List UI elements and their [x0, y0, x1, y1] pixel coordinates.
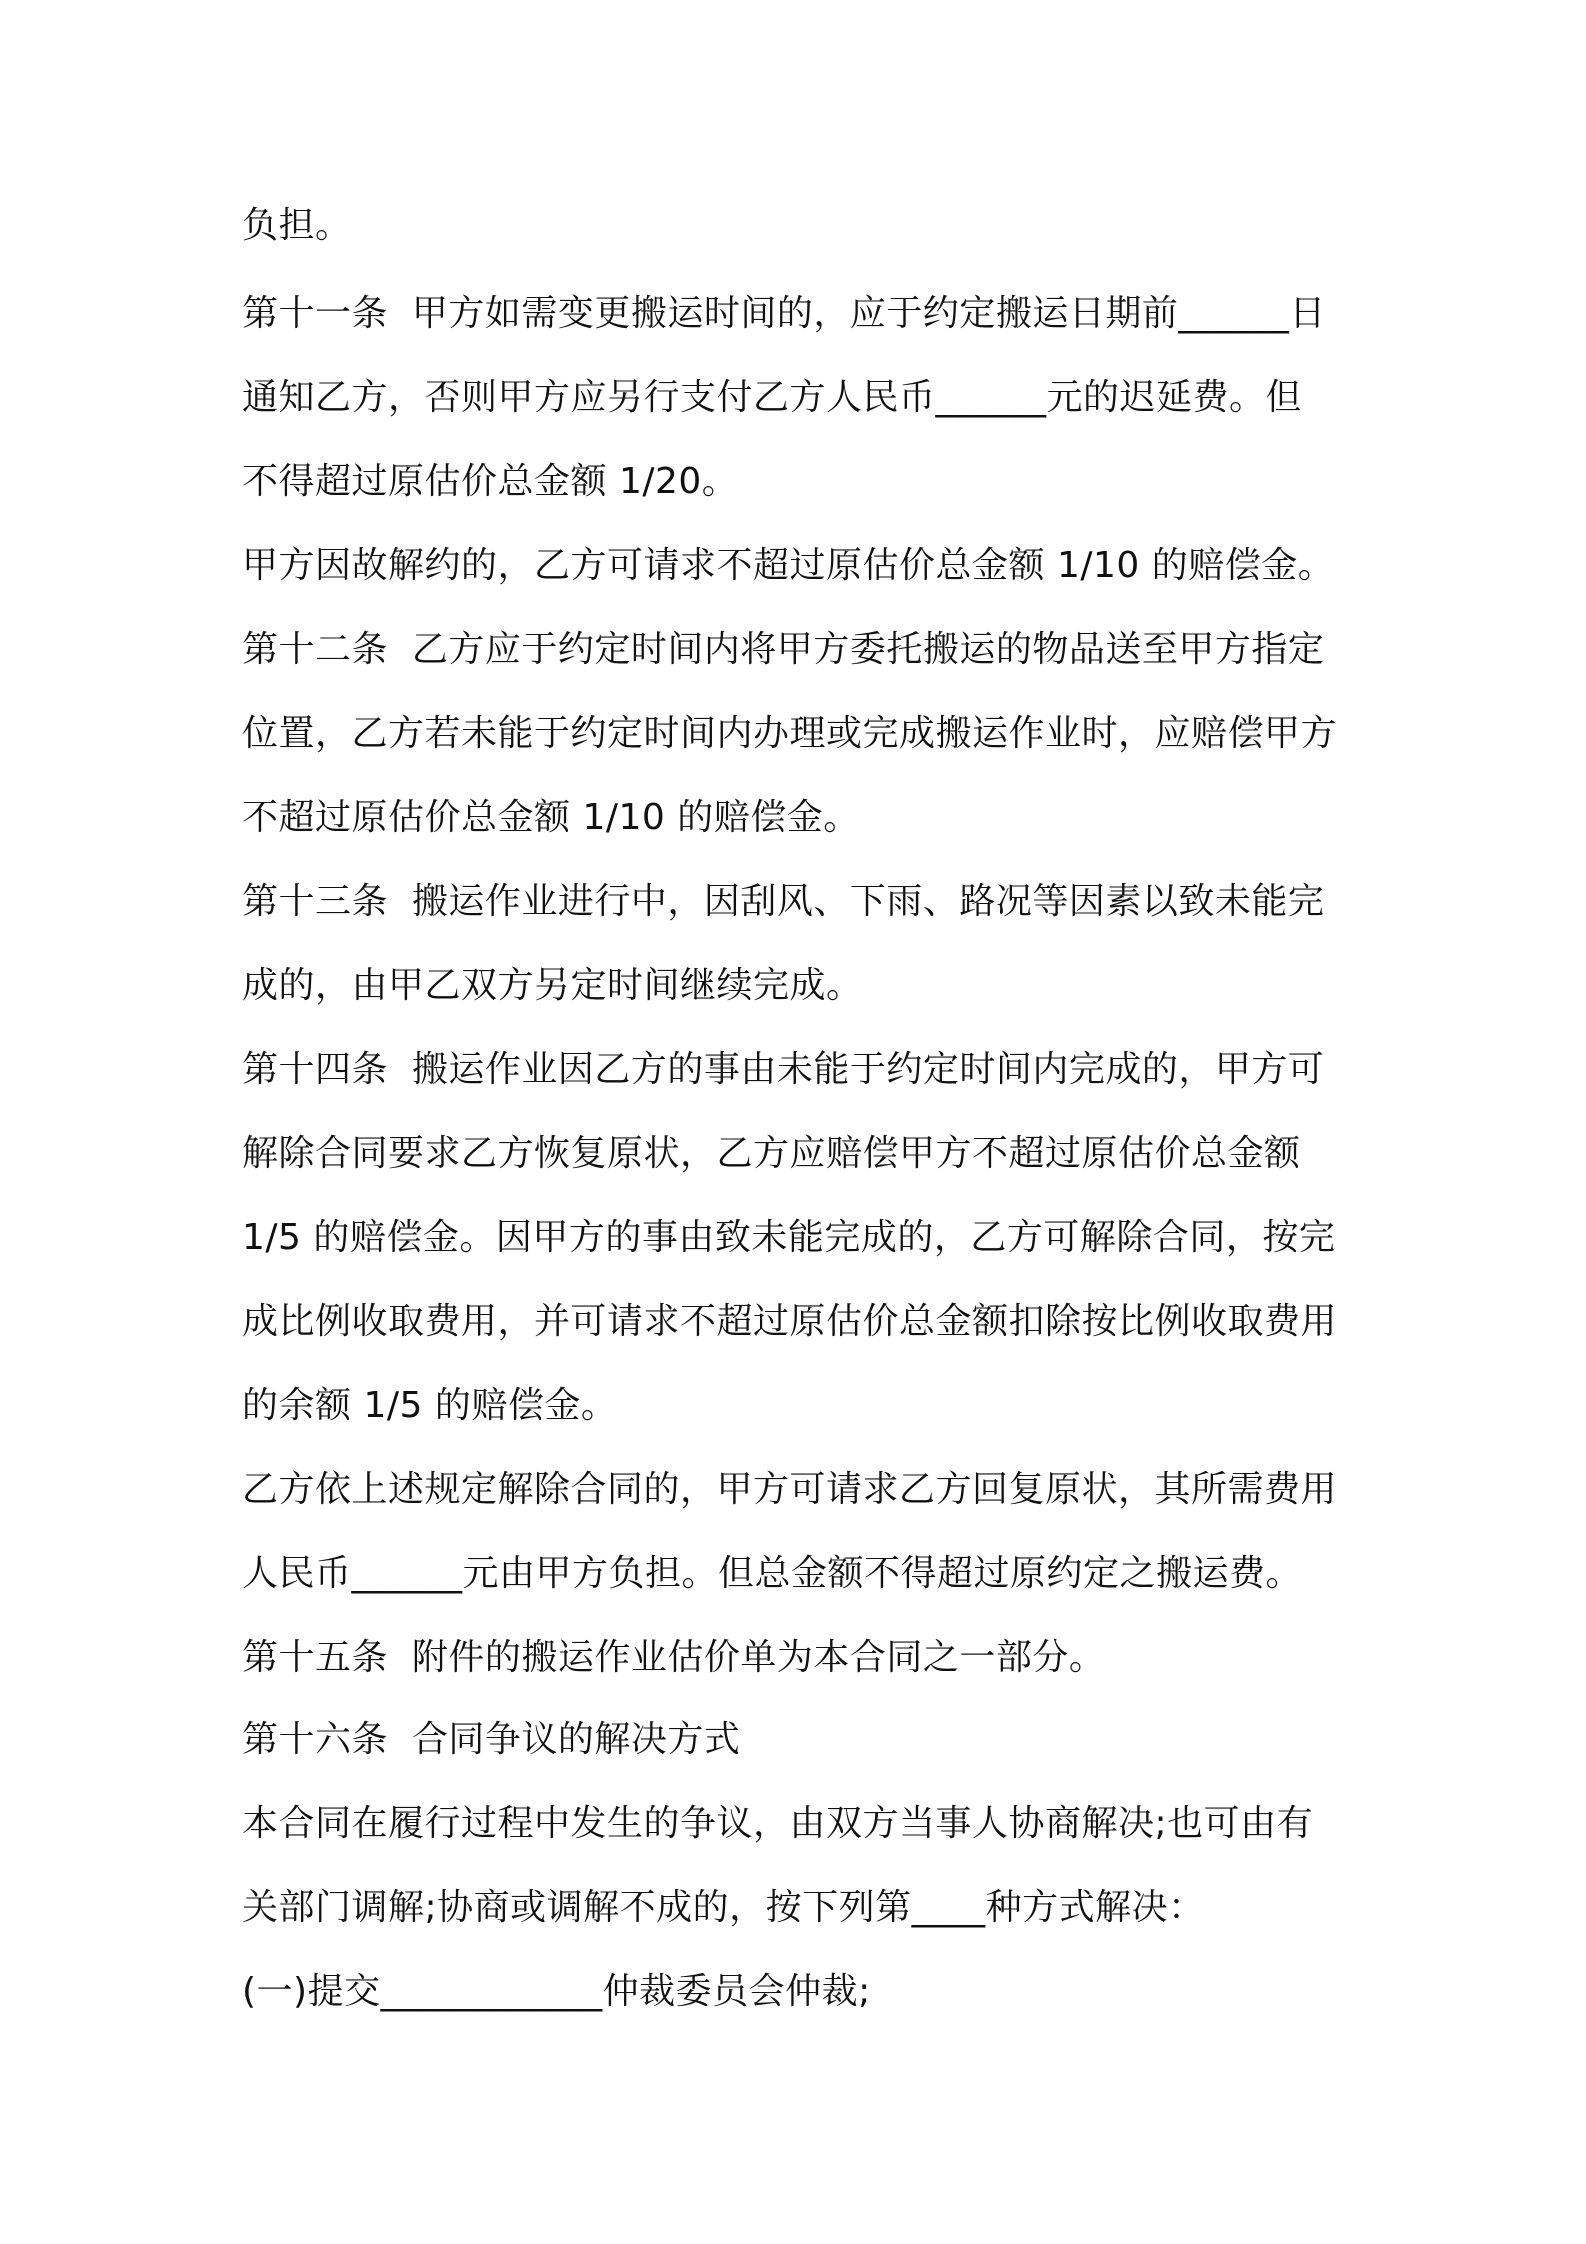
text-line: 的余额 1/5 的赔偿金。: [242, 1385, 618, 1426]
text-line: 通知乙方，否则甲方应另行支付乙方人民币______元的迟延费。但: [242, 377, 1303, 418]
text-line: 第十二条 乙方应于约定时间内将甲方委托搬运的物品送至甲方指定: [242, 629, 1325, 670]
text-line: 不超过原估价总金额 1/10 的赔偿金。: [242, 797, 860, 838]
text-line: 不得超过原估价总金额 1/20。: [242, 461, 739, 502]
text-line: 甲方因故解约的，乙方可请求不超过原估价总金额 1/10 的赔偿金。: [242, 545, 1335, 586]
text-line: 乙方依上述规定解除合同的，甲方可请求乙方回复原状，其所需费用: [242, 1469, 1338, 1510]
text-line: 成的，由甲乙双方另定时间继续完成。: [242, 965, 863, 1006]
text-line: 位置，乙方若未能于约定时间内办理或完成搬运作业时，应赔偿甲方: [242, 713, 1338, 754]
text-line: 成比例收取费用，并可请求不超过原估价总金额扣除按比例收取费用: [242, 1301, 1338, 1342]
text-line: 第十三条 搬运作业进行中，因刮风、下雨、路况等因素以致未能完: [242, 881, 1325, 922]
text-line: 第十五条 附件的搬运作业估价单为本合同之一部分。: [242, 1637, 1106, 1678]
text-line: 第十一条 甲方如需变更搬运时间的，应于约定搬运日期前______日: [242, 293, 1326, 334]
text-line: (一)提交____________仲裁委员会仲裁;: [242, 1971, 871, 2012]
text-line: 关部门调解;协商或调解不成的，按下列第____种方式解决：: [242, 1887, 1205, 1928]
text-line: 负担。: [242, 205, 352, 246]
text-line: 人民币______元由甲方负担。但总金额不得超过原约定之搬运费。: [242, 1553, 1303, 1594]
text-line: 第十四条 搬运作业因乙方的事由未能于约定时间内完成的，甲方可: [242, 1049, 1325, 1090]
text-line: 1/5 的赔偿金。因甲方的事由致未能完成的，乙方可解除合同，按完: [242, 1217, 1336, 1258]
text-line: 本合同在履行过程中发生的争议，由双方当事人协商解决;也可由有: [242, 1803, 1314, 1844]
text-line: 第十六条 合同争议的解决方式: [242, 1719, 741, 1760]
text-line: 解除合同要求乙方恢复原状，乙方应赔偿甲方不超过原估价总金额: [242, 1133, 1301, 1174]
